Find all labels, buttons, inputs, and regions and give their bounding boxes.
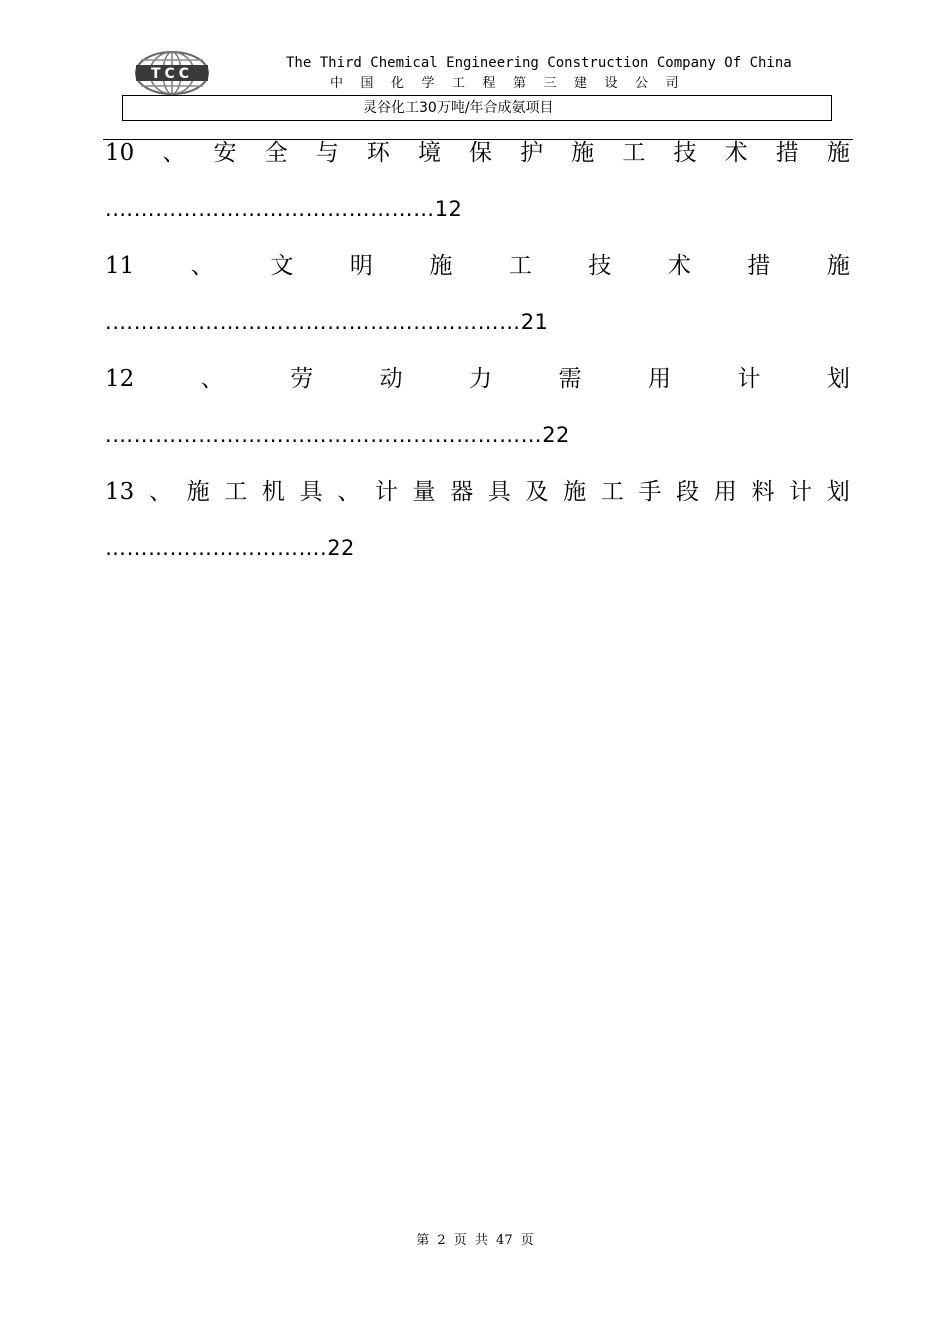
toc-leader-dots: …………………………. xyxy=(105,536,328,560)
toc-entry[interactable] xyxy=(105,356,850,469)
toc-title-char: 12 xyxy=(105,366,135,392)
toc-title-char: 划 xyxy=(826,366,850,392)
toc-title-char: 计 xyxy=(737,366,761,392)
toc-title-char: 划 xyxy=(826,479,850,505)
toc-title-char: 全 xyxy=(264,140,288,166)
page-footer: 第 2 页 共 47 页 xyxy=(416,1233,534,1248)
company-name-english: The Third Chemical Engineering Construction Company Of China xyxy=(286,55,792,71)
toc-leader-line xyxy=(105,289,850,356)
project-title: 灵谷化工30万吨/年合成氨项目 xyxy=(363,100,554,116)
toc-entry-title xyxy=(105,243,850,289)
toc-title-char: 13 xyxy=(105,479,135,505)
project-title-box xyxy=(122,95,832,121)
toc-title-char: 计 xyxy=(374,479,398,505)
toc-entry[interactable] xyxy=(105,243,850,356)
company-name-chinese: 中国化学工程第三建设公司 xyxy=(330,76,697,91)
toc-title-char: 工 xyxy=(224,479,248,505)
toc-title-char: 用 xyxy=(648,366,671,392)
toc-title-char: 机 xyxy=(261,479,285,505)
toc-leader-line xyxy=(105,402,850,469)
toc-title-char: 器 xyxy=(450,479,474,505)
toc-leader-line xyxy=(105,515,850,582)
toc-title-char: 施 xyxy=(186,479,210,505)
toc-entry-title xyxy=(105,469,850,515)
toc-title-char: 、 xyxy=(148,479,172,505)
toc-title-char: 劳 xyxy=(290,366,314,392)
toc-title-char: 料 xyxy=(751,479,775,505)
toc-title-char: 安 xyxy=(213,140,237,166)
toc-entry[interactable] xyxy=(105,130,850,243)
toc-title-char: 、 xyxy=(190,253,214,279)
toc-title-char: 力 xyxy=(469,366,493,392)
toc-title-char: 工 xyxy=(600,479,624,505)
toc-leader-dots: .……………………………………… xyxy=(105,197,435,221)
toc-title-char: 文 xyxy=(270,253,294,279)
toc-title-char: 环 xyxy=(366,140,390,166)
toc-title-char: 措 xyxy=(747,253,771,279)
toc-title-char: 施 xyxy=(563,479,587,505)
toc-title-char: 施 xyxy=(571,140,595,166)
toc-title-char: 计 xyxy=(789,479,813,505)
toc-title-char: 手 xyxy=(638,479,662,505)
toc-title-char: 需 xyxy=(558,366,582,392)
toc-entry-title xyxy=(105,130,850,176)
toc-title-char: 具 xyxy=(299,479,323,505)
toc-title-char: 、 xyxy=(337,479,361,505)
toc-title-char: 及 xyxy=(525,479,549,505)
toc-title-char: 与 xyxy=(315,140,339,166)
toc-title-char: 、 xyxy=(200,366,224,392)
toc-title-char: 境 xyxy=(417,140,441,166)
toc-leader-dots: .…………………………………………………… xyxy=(105,423,543,447)
toc-title-char: 段 xyxy=(676,479,700,505)
toc-title-char: 具 xyxy=(487,479,511,505)
toc-title-char: 11 xyxy=(105,253,135,279)
toc-title-char: 量 xyxy=(412,479,436,505)
toc-title-char: 用 xyxy=(713,479,737,505)
toc-leader-dots: .………………………………………………… xyxy=(105,310,521,334)
tcc-logo xyxy=(133,50,211,96)
toc-title-char: 护 xyxy=(520,140,544,166)
table-of-contents xyxy=(105,130,850,582)
toc-title-char: 施 xyxy=(826,140,850,166)
toc-title-char: 技 xyxy=(588,253,612,279)
logo-text: TCC xyxy=(150,66,194,82)
toc-page-number: 22 xyxy=(327,536,355,560)
toc-leader-line xyxy=(105,176,850,243)
toc-title-char: 施 xyxy=(429,253,453,279)
toc-title-char: 保 xyxy=(469,140,493,166)
toc-entry-title xyxy=(105,356,850,402)
toc-title-char: 技 xyxy=(673,140,697,166)
toc-title-char: 工 xyxy=(622,140,646,166)
toc-entry[interactable] xyxy=(105,469,850,582)
toc-title-char: 10 xyxy=(105,140,135,166)
toc-title-char: 、 xyxy=(162,140,186,166)
toc-title-char: 动 xyxy=(379,366,403,392)
toc-page-number: 12 xyxy=(434,197,463,221)
toc-title-char: 明 xyxy=(349,253,373,279)
toc-title-char: 术 xyxy=(667,253,691,279)
toc-title-char: 工 xyxy=(508,253,532,279)
toc-title-char: 施 xyxy=(826,253,850,279)
toc-page-number: 22 xyxy=(542,423,570,447)
toc-title-char: 措 xyxy=(775,140,799,166)
toc-page-number: 21 xyxy=(520,310,549,334)
toc-title-char: 术 xyxy=(724,140,748,166)
